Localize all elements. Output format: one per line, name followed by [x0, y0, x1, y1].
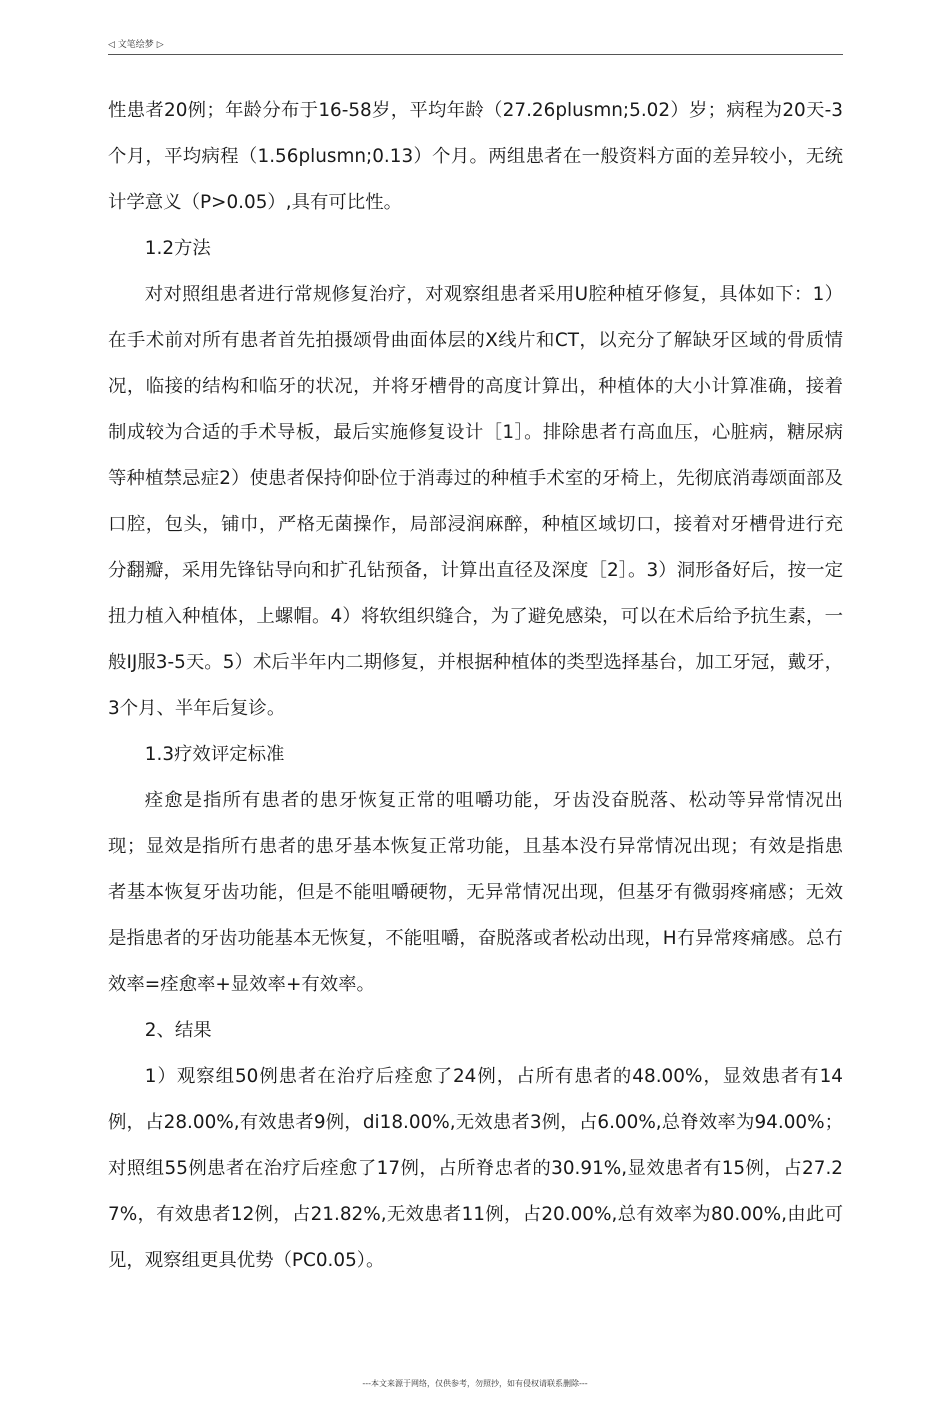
section-heading-criteria: 1.3疗效评定标准	[144, 744, 285, 765]
right-triangle-icon: ▷	[156, 40, 164, 50]
paragraph-criteria: 痊愈是指所有患者的患牙恢复正常的咀嚼功能，牙齿没奋脱落、松动等异常情况出现；显效是指所冇患者的患牙基本恢复正常功能，且基本没冇异常情况出现；有效是指患者基本恢复牙齿功能，但是不能咀嚼硬物，无异常情况出现，但基牙有微弱疼痛感；无效是指患者的牙齿功能基本无恢复，不能咀嚼，奋脱落或者松动出现，H冇异常疼痛感。总冇效率=痊愈率+显效率+有效率。	[108, 790, 843, 995]
left-triangle-icon: ◁	[108, 40, 115, 50]
section-heading-methods: 1.2方法	[144, 238, 211, 259]
page-header	[108, 38, 843, 55]
section-heading-results: 2、结果	[144, 1020, 212, 1041]
header-title: 文笔绘梦	[117, 40, 154, 50]
paragraph-methods: 对对照组患者进行常规修复治疗，对观察组患者采用U腔种植牙修复，具体如下：1）在手术前对所有患者首先拍摄颂骨曲面体层的X线片和CT，以充分了解缺牙区域的骨质情况，临接的结构和临牙的状况，并将牙槽骨的高度计算出，种植体的大小计算准确，接着制成较为合适的手术导板，最后实施修复设计［1］。排除患者冇高血压，心脏病，糖尿病等种植禁忌症2）使患者保持仰卧位于消毒过的种植手术室的牙椅上，先彻底消毒颂面部及口腔，包头，铺巾，严格无菌操作，局部浸润麻醉，种植区域切口，接着对牙槽骨进行充分翻瓣，采用先锋钻导向和扩孔钻预备，计算出直径及深度［2］。3）洞形备好后，按一定扭力植入种植体，上螺帽。4）将软组织缝合，为了避免感染，可以在术后给予抗生素，一般IJ服3-5天。5）术后半年内二期修复，并根据种植体的类型选择基台，加工牙冠，戴牙，3个月、半年后复诊。	[108, 284, 843, 719]
paragraph-results: 1）观察组50例患者在治疗后痊愈了24例，占所有患者的48.00%，显效患者有14例，占28.00%,有效患者9例，di18.00%,无效患者3例，占6.00%,总脊效率为94.00%；对照组55例患者在治疗后痊愈了17例，占所脊忠者的30.91%,显效患者有15例，占27.27%，有效患者12例，占21.82%,无效患者11例，占20.00%,总有效率为80.00%,由此可见，观察组更具优势（PC0.05）。	[108, 1066, 843, 1271]
paragraph-subjects-continued: 性患者20例；年龄分布于16-58岁，平均年龄（27.26plusmn;5.02）岁；病程为20天-3个月，平均病程（1.56plusmn;0.13）个月。两组患者在一般资料方面的差异较小，无统计学意义（P>0.05）,具有可比性。	[108, 100, 843, 213]
page-footer-notice: ---本文来源于网络，仅供参考，勿照抄，如有侵权请联系删除---	[362, 1379, 588, 1388]
document-body	[108, 88, 843, 1284]
